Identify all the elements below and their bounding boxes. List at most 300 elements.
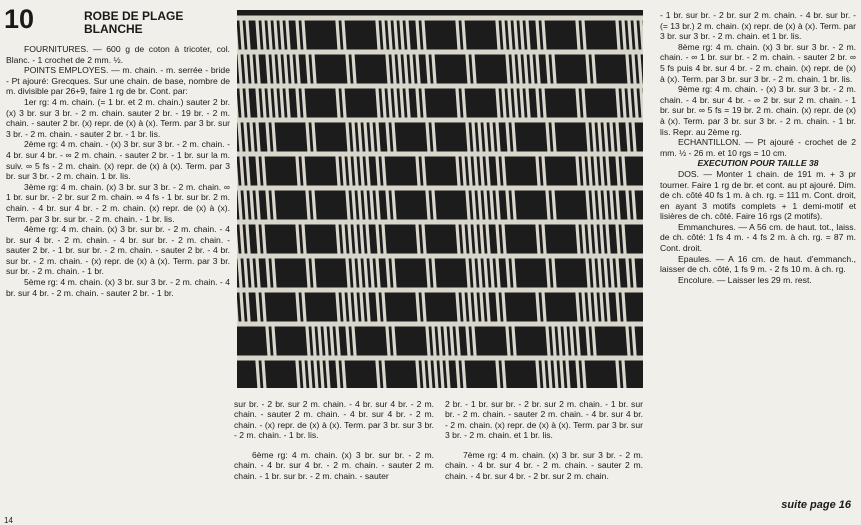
lace-strand [307, 55, 309, 83]
lace-strand [543, 21, 545, 49]
lace-strand [473, 55, 475, 83]
lace-strand [377, 225, 379, 253]
lace-strand [503, 293, 505, 321]
lace-strand [515, 89, 517, 117]
lace-strand [583, 361, 585, 388]
lace-strand [503, 157, 505, 185]
lace-strand [347, 191, 349, 219]
lace-strand [417, 293, 419, 321]
lace-strand [537, 21, 539, 49]
lace-strand [441, 361, 443, 388]
lace-strand [371, 191, 373, 219]
lace-strand [469, 157, 471, 185]
lace-strand [349, 225, 351, 253]
lace-strand [457, 157, 459, 185]
lace-strand [531, 55, 533, 83]
lace-strand [553, 259, 555, 287]
lace-strand [627, 55, 629, 83]
lace-strand [257, 157, 259, 185]
lace-strand [593, 123, 595, 151]
lace-strand [327, 361, 329, 388]
lace-strand [343, 157, 345, 185]
lace-strand [543, 89, 545, 117]
lace-strand [257, 259, 259, 287]
lace-strand [417, 55, 419, 83]
lace-strand [279, 55, 281, 83]
lace-strand [393, 327, 395, 355]
lace-strand [269, 21, 271, 49]
row-6-cont: 2 br. - 1 br. sur br. - 2 br. sur 2 m. chain. - 1 br. sur br. - 2 m. chain. - sauter 2 m. chain. - 4 br. sur 4 br. - 2 m. chain. (x) repr. de (x) à (x). Term. par 3 br. sur 3 br. - 2 m. chain. et 1 br. lis. [445, 398, 643, 441]
lace-strand [359, 191, 361, 219]
lace-strand [607, 157, 609, 185]
lace-strand [595, 293, 597, 321]
row-5: 5ème rg: 4 m. chain. (x) 3 br. sur 3 br. - 2 m. chain. - 4 br. sur 4 br. - 2 m. chain. - sauter 2 br. - 1 br. [6, 277, 230, 298]
lace-strand [633, 123, 635, 151]
fournitures: FOURNITURES. — 600 g de coton à tricoter, col. Blanc. - 1 crochet de 2 mm. ½. [6, 44, 230, 65]
lace-strand [473, 123, 475, 151]
lace-strand [611, 123, 613, 151]
lace-strand [491, 191, 493, 219]
lace-strand [577, 89, 579, 117]
lace-strand [377, 259, 379, 287]
lace-strand [617, 361, 619, 388]
lace-strand [307, 191, 309, 219]
row-6: 6ème rg: 4 m. chain. (x) 3 br. sur br. - 2 m. chain. - 4 br. sur 4 br. - 2 m. chain. - sauter 2 m. chain. - 1 br. sur br. - 2 m. chain. - sauter [234, 449, 434, 481]
lace-strand [365, 259, 367, 287]
lace-strand [627, 259, 629, 287]
lace-strand [513, 259, 515, 287]
lace-strand [353, 123, 355, 151]
lace-strand [481, 293, 483, 321]
lace-strand [497, 21, 499, 49]
lace-strand [365, 191, 367, 219]
lace-strand [589, 225, 591, 253]
lace-strand [337, 361, 339, 388]
lace-strand [457, 89, 459, 117]
lace-strand [617, 191, 619, 219]
lace-strand [303, 225, 305, 253]
lace-strand [411, 55, 413, 83]
lace-strand [423, 225, 425, 253]
lace-strand [559, 327, 561, 355]
lace-strand [479, 123, 481, 151]
lace-strand [633, 191, 635, 219]
lace-strand [365, 123, 367, 151]
lace-strand [503, 361, 505, 388]
crochet-photo [237, 10, 643, 388]
lace-strand [247, 157, 249, 185]
lace-strand [467, 123, 469, 151]
lace-strand [567, 361, 569, 388]
lace-strand [547, 327, 549, 355]
lace-strand [303, 293, 305, 321]
lace-strand [247, 89, 249, 117]
lace-strand [479, 191, 481, 219]
lace-strand [633, 327, 635, 355]
lace-strand [239, 123, 241, 151]
lace-strand [273, 327, 275, 355]
lace-strand [507, 123, 509, 151]
lace-strand [281, 21, 283, 49]
lace-strand [497, 293, 499, 321]
lace-strand [367, 293, 369, 321]
lace-strand [599, 259, 601, 287]
lace-strand [463, 361, 465, 388]
lace-strand [589, 157, 591, 185]
lace-strand [457, 327, 459, 355]
lace-strand [297, 225, 299, 253]
lace-strand [383, 293, 385, 321]
lace-strand [467, 55, 469, 83]
lace-strand [417, 361, 419, 388]
lace-strand [393, 55, 395, 83]
lace-strand [307, 259, 309, 287]
title-line-2: BLANCHE [84, 22, 143, 36]
lace-strand [565, 327, 567, 355]
lace-strand [485, 259, 487, 287]
lace-strand [623, 89, 625, 117]
lace-strand [519, 55, 521, 83]
lace-strand [371, 123, 373, 151]
lace-strand [527, 89, 529, 117]
continued-note: suite page 16 [781, 499, 851, 511]
lace-strand [583, 225, 585, 253]
lace-strand [587, 191, 589, 219]
lace-strand [509, 89, 511, 117]
lace-strand [627, 327, 629, 355]
lace-strand [633, 55, 635, 83]
lace-strand [309, 361, 311, 388]
lace-strand [267, 55, 269, 83]
lace-strand [387, 191, 389, 219]
lace-strand [473, 327, 475, 355]
lace-strand [525, 55, 527, 83]
lace-strand [241, 225, 243, 253]
lace-strand [599, 123, 601, 151]
lace-strand [587, 259, 589, 287]
row-7-cont: - 1 br. sur br. - 2 br. sur 2 m. chain. - 4 br. sur br. - (= 13 br.) 2 m. chain. (x) repr. de (x) à (x). Term. par 3 br. sur 3 br. - 2 m. chain. et 1 br. lis. [660, 10, 856, 42]
lace-strand [303, 157, 305, 185]
lace-strand [399, 55, 401, 83]
lace-strand [469, 225, 471, 253]
lace-strand [297, 55, 299, 83]
lace-strand [497, 259, 499, 287]
lace-strand [451, 327, 453, 355]
lace-strand [361, 225, 363, 253]
lace-strand [629, 89, 631, 117]
lace-strand [245, 55, 247, 83]
lace-strand [423, 293, 425, 321]
lace-strand [537, 293, 539, 321]
lace-strand [497, 157, 499, 185]
lace-strand [491, 123, 493, 151]
lace-strand [241, 157, 243, 185]
lace-strand [331, 327, 333, 355]
echantillon: ECHANTILLON. — Pt ajouré - crochet de 2 mm. ½ - 26 m. et 10 rgs = 10 cm. [660, 137, 856, 158]
lace-pattern [237, 10, 643, 388]
lace-strand [361, 293, 363, 321]
lace-strand [417, 89, 419, 117]
lace-strand [435, 361, 437, 388]
lace-strand [617, 293, 619, 321]
lace-strand [623, 293, 625, 321]
lace-strand [595, 157, 597, 185]
lace-strand [257, 21, 259, 49]
lace-strand [553, 191, 555, 219]
lace-strand [617, 123, 619, 151]
lace-strand [623, 157, 625, 185]
lace-strand [319, 327, 321, 355]
lace-strand [337, 157, 339, 185]
lace-strand [313, 191, 315, 219]
lace-strand [543, 293, 545, 321]
lace-strand [297, 21, 299, 49]
lace-strand [241, 89, 243, 117]
lace-strand [347, 55, 349, 83]
lace-strand [387, 55, 389, 83]
pattern-number: 10 [4, 4, 35, 34]
lace-strand [617, 89, 619, 117]
lace-strand [377, 191, 379, 219]
lace-strand [303, 361, 305, 388]
lace-strand [487, 225, 489, 253]
lace-strand [507, 191, 509, 219]
lace-strand [349, 293, 351, 321]
lace-strand [639, 55, 641, 83]
lace-strand [321, 361, 323, 388]
lace-strand [423, 361, 425, 388]
lace-strand [349, 157, 351, 185]
lace-strand [247, 293, 249, 321]
lace-strand [355, 157, 357, 185]
lace-strand [267, 259, 269, 287]
lace-strand [307, 327, 309, 355]
points-employes: POINTS EMPLOYES. — m. chain. - m. serrée - bride - Pt ajouré: Grecques. Sur une chain. de base, nombre de m. divisible par 26+9, faire 1 rg de br. Cont. par: [6, 65, 230, 97]
lace-strand [583, 293, 585, 321]
lace-strand [577, 225, 579, 253]
lace-strand [577, 361, 579, 388]
lace-strand [607, 293, 609, 321]
lace-strand [347, 259, 349, 287]
lace-strand [377, 293, 379, 321]
lace-strand [423, 157, 425, 185]
lace-strand [537, 361, 539, 388]
lace-strand [257, 123, 259, 151]
lace-strand [467, 191, 469, 219]
lace-strand [383, 361, 385, 388]
lace-strand [433, 55, 435, 83]
lace-strand [389, 89, 391, 117]
lace-strand [337, 21, 339, 49]
column-4 [660, 10, 856, 285]
lace-strand [601, 225, 603, 253]
lace-strand [377, 157, 379, 185]
lace-strand [239, 191, 241, 219]
lace-strand [457, 293, 459, 321]
lace-strand [521, 21, 523, 49]
lace-strand [507, 327, 509, 355]
lace-strand [515, 21, 517, 49]
lace-strand [359, 123, 361, 151]
lace-strand [241, 293, 243, 321]
lace-strand [263, 225, 265, 253]
lace-strand [463, 225, 465, 253]
lace-strand [497, 361, 499, 388]
lace-strand [273, 123, 275, 151]
lace-strand [423, 89, 425, 117]
row-9: 9ème rg: 4 m. chain. - (x) 3 br. sur 3 br. - 2 m. chain. - 4 br. sur 4 br. - ∞ 2 br. sur 2 m. chain. - 1 br. sur br. ∞ 5 fs = 19 br. 2 m. chain. (x) repr. de (x) à (x). Term. par 3 br. sur 3 br. - 2 m. chain. - 1 br. lis. Repr. au 2ème rg. [660, 84, 856, 137]
lace-strand [633, 259, 635, 287]
lace-strand [337, 225, 339, 253]
lace-strand [267, 327, 269, 355]
lace-strand [513, 191, 515, 219]
lace-strand [287, 89, 289, 117]
lace-strand [543, 225, 545, 253]
lace-strand [513, 327, 515, 355]
lace-strand [553, 55, 555, 83]
lace-strand [587, 55, 589, 83]
lace-strand [547, 191, 549, 219]
lace-strand [433, 191, 435, 219]
column-3 [445, 390, 643, 490]
lace-strand [241, 21, 243, 49]
lace-strand [325, 327, 327, 355]
lace-strand [417, 157, 419, 185]
lace-strand [359, 259, 361, 287]
lace-strand [623, 21, 625, 49]
lace-strand [405, 55, 407, 83]
lace-strand [635, 21, 637, 49]
lace-strand [393, 191, 395, 219]
lace-strand [263, 21, 265, 49]
execution-heading: EXECUTION POUR TAILLE 38 [697, 158, 819, 169]
lace-strand [393, 259, 395, 287]
lace-strand [497, 89, 499, 117]
row-5-cont: sur br. - 2 br. sur 2 m. chain. - 4 br. sur 4 br. - 2 m. chain. - sauter 2 m. chain. - 4 br. sur 4 br. - 2 m. chain. - (x) repr. de (x) à (x). Term. par 3 br. sur 3 br. - 2 m. chain. - 1 br. lis. [234, 398, 434, 441]
lace-strand [553, 327, 555, 355]
lace-strand [607, 225, 609, 253]
lace-strand [393, 123, 395, 151]
lace-strand [553, 123, 555, 151]
lace-strand [303, 89, 305, 117]
lace-strand [407, 89, 409, 117]
lace-strand [457, 21, 459, 49]
lace-strand [377, 361, 379, 388]
lace-strand [257, 191, 259, 219]
lace-strand [463, 157, 465, 185]
lace-strand [587, 123, 589, 151]
lace-strand [291, 55, 293, 83]
lace-strand [433, 327, 435, 355]
lace-strand [433, 259, 435, 287]
lace-strand [583, 157, 585, 185]
lace-strand [467, 259, 469, 287]
column-1 [6, 44, 230, 298]
lace-strand [583, 21, 585, 49]
lace-strand [593, 191, 595, 219]
lace-strand [263, 157, 265, 185]
lace-strand [611, 191, 613, 219]
lace-strand [347, 123, 349, 151]
lace-strand [497, 191, 499, 219]
lace-strand [307, 123, 309, 151]
lace-strand [547, 259, 549, 287]
lace-strand [617, 225, 619, 253]
lace-strand [337, 89, 339, 117]
lace-strand [313, 123, 315, 151]
lace-strand [383, 225, 385, 253]
lace-strand [315, 361, 317, 388]
lace-strand [427, 123, 429, 151]
lace-strand [313, 259, 315, 287]
lace-strand [491, 259, 493, 287]
lace-strand [473, 191, 475, 219]
pattern-title [84, 10, 183, 36]
lace-strand [611, 259, 613, 287]
lace-strand [623, 361, 625, 388]
lace-strand [383, 157, 385, 185]
lace-strand [257, 293, 259, 321]
lace-strand [445, 327, 447, 355]
lace-strand [355, 225, 357, 253]
lace-strand [361, 157, 363, 185]
lace-strand [257, 361, 259, 388]
lace-strand [481, 225, 483, 253]
lace-strand [387, 123, 389, 151]
lace-strand [273, 55, 275, 83]
lace-strand [377, 21, 379, 49]
lace-strand [395, 89, 397, 117]
lace-strand [353, 259, 355, 287]
lace-strand [503, 21, 505, 49]
lace-strand [245, 191, 247, 219]
lace-strand [463, 21, 465, 49]
lace-strand [583, 89, 585, 117]
lace-strand [509, 21, 511, 49]
lace-strand [285, 55, 287, 83]
lace-strand [561, 361, 563, 388]
lace-strand [263, 293, 265, 321]
title-line-1: ROBE DE PLAGE [84, 9, 184, 23]
lace-strand [507, 259, 509, 287]
lace-strand [407, 21, 409, 49]
lace-strand [343, 361, 345, 388]
lace-strand [503, 225, 505, 253]
lace-strand [313, 327, 315, 355]
lace-strand [641, 21, 643, 49]
lace-strand [367, 157, 369, 185]
lace-strand [635, 89, 637, 117]
lace-strand [487, 157, 489, 185]
epaules: Epaules. — A 16 cm. de haut. d'emmanch., laisser de ch. côté, 1 fs 9 m. - 2 fs 10 m. à ch. rg. [660, 253, 856, 275]
lace-strand [623, 225, 625, 253]
lace-strand [423, 21, 425, 49]
lace-strand [627, 123, 629, 151]
lace-strand [275, 21, 277, 49]
lace-strand [599, 191, 601, 219]
lace-strand [273, 259, 275, 287]
lace-strand [303, 21, 305, 49]
lace-strand [245, 259, 247, 287]
lace-strand [401, 89, 403, 117]
column-2 [234, 390, 434, 490]
lace-strand [481, 157, 483, 185]
lace-strand [247, 225, 249, 253]
lace-strand [475, 157, 477, 185]
lace-strand [251, 55, 253, 83]
lace-strand [605, 259, 607, 287]
lace-strand [267, 191, 269, 219]
